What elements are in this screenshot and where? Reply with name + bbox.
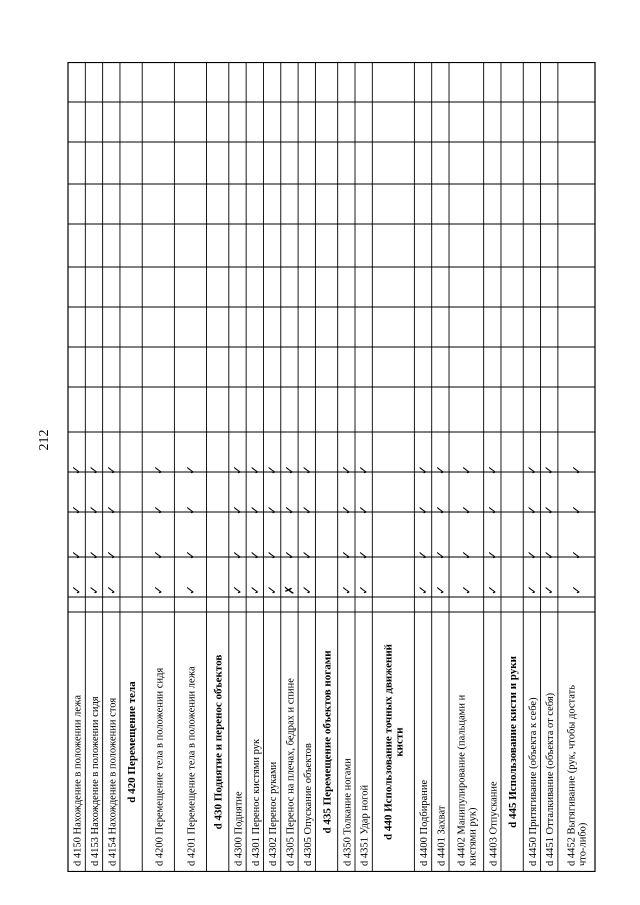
check-mark: ✓ — [104, 584, 119, 596]
table-row-label: d 4201 Перемещение тела в положении лежа — [186, 666, 198, 866]
check-mark: ✓ — [569, 464, 584, 476]
check-mark: ✓ — [416, 584, 431, 596]
rotated-table-scan — [64, 62, 599, 872]
check-mark: ✓ — [433, 549, 448, 561]
table-row-label: d 4403 Отпускание — [488, 781, 500, 866]
check-mark: ✓ — [86, 584, 101, 596]
check-mark: ✓ — [282, 549, 297, 561]
table-row-label: d 4150 Нахождение в положении лежа — [72, 695, 84, 866]
check-mark: ✓ — [569, 584, 584, 596]
table-row-label: d 4400 Подбирание — [419, 779, 431, 866]
check-mark: ✓ — [230, 464, 245, 476]
table-row-label: d 4301 Перенос кистями рук — [250, 738, 262, 866]
check-mark: ✓ — [282, 504, 297, 516]
section-heading: d 430 Поднятие и перенос объектов — [212, 654, 225, 830]
check-mark: ✓ — [86, 464, 101, 476]
check-mark: ✓ — [230, 549, 245, 561]
check-mark: ✓ — [356, 504, 371, 516]
section-heading: d 440 Использование точных движенийкисти — [382, 644, 406, 840]
check-mark: ✓ — [247, 464, 262, 476]
check-mark: ✓ — [86, 504, 101, 516]
check-mark: ✓ — [459, 584, 474, 596]
check-mark: ✓ — [265, 504, 280, 516]
table-row-label: d 4351 Удар ногой — [359, 784, 371, 866]
check-mark: ✓ — [247, 504, 262, 516]
table-row-label: d 4305 Опускание объектов — [302, 743, 314, 866]
table-row-label: d 4305 Перенос на плечах, бедрах и спине — [285, 678, 297, 866]
check-mark: ✓ — [104, 504, 119, 516]
check-mark: ✓ — [416, 549, 431, 561]
assessment-table — [64, 62, 599, 872]
check-mark: ✓ — [69, 584, 84, 596]
check-mark: ✓ — [459, 549, 474, 561]
table-row-label: d 4452 Вытягивание (рук, чтобы достатьчто-либо) — [566, 685, 589, 866]
check-mark: ✓ — [265, 549, 280, 561]
table-row-label: d 4200 Перемещение тела в положении сидя — [154, 667, 166, 866]
check-mark: ✓ — [86, 549, 101, 561]
check-mark: ✓ — [151, 584, 166, 596]
table-row-label: d 4302 Перенос руками — [268, 761, 280, 866]
check-mark: ✓ — [299, 504, 314, 516]
check-mark: ✓ — [339, 584, 354, 596]
check-mark: ✓ — [247, 549, 262, 561]
check-mark: ✓ — [183, 504, 198, 516]
check-mark: ✓ — [265, 464, 280, 476]
check-mark: ✓ — [459, 504, 474, 516]
check-mark: ✓ — [433, 504, 448, 516]
cross-mark: ✗ — [282, 584, 297, 596]
check-mark: ✓ — [265, 584, 280, 596]
table-row-label: d 4401 Захват — [436, 805, 448, 866]
check-mark: ✓ — [524, 504, 539, 516]
check-mark: ✓ — [69, 464, 84, 476]
check-mark: ✓ — [524, 584, 539, 596]
section-heading: d 435 Перемещение объектов ногами — [321, 650, 334, 834]
check-mark: ✓ — [542, 504, 557, 516]
check-mark: ✓ — [542, 464, 557, 476]
check-mark: ✓ — [416, 464, 431, 476]
check-mark: ✓ — [485, 549, 500, 561]
check-mark: ✓ — [339, 464, 354, 476]
check-mark: ✓ — [485, 464, 500, 476]
check-mark: ✓ — [356, 464, 371, 476]
check-mark: ✓ — [569, 549, 584, 561]
check-mark: ✓ — [230, 584, 245, 596]
page-number-text: 212 — [37, 429, 52, 451]
check-mark: ✓ — [183, 584, 198, 596]
check-mark: ✓ — [569, 504, 584, 516]
check-mark: ✓ — [339, 504, 354, 516]
table-row-label: d 4350 Толкание ногами — [342, 758, 354, 866]
check-mark: ✓ — [459, 464, 474, 476]
table-row-label: d 4153 Нахождение в положении сидя — [89, 696, 101, 866]
check-mark: ✓ — [299, 464, 314, 476]
check-mark: ✓ — [151, 549, 166, 561]
section-heading: d 445 Использование кисти и руки — [507, 656, 520, 828]
check-mark: ✓ — [542, 584, 557, 596]
check-mark: ✓ — [524, 464, 539, 476]
check-mark: ✓ — [485, 504, 500, 516]
check-mark: ✓ — [299, 549, 314, 561]
check-mark: ✓ — [104, 464, 119, 476]
check-mark: ✓ — [339, 549, 354, 561]
check-mark: ✓ — [542, 549, 557, 561]
section-heading: d 420 Перемещение тела — [126, 681, 139, 803]
check-mark: ✓ — [183, 549, 198, 561]
check-mark: ✓ — [485, 584, 500, 596]
table-row-label: d 4450 Притягивание (объекта к себе) — [527, 697, 539, 866]
check-mark: ✓ — [299, 584, 314, 596]
check-mark: ✓ — [524, 549, 539, 561]
check-mark: ✓ — [433, 464, 448, 476]
check-mark: ✓ — [69, 549, 84, 561]
check-mark: ✓ — [433, 584, 448, 596]
table-row-label: d 4402 Манипулирование (пальцами икистями рук) — [456, 694, 479, 866]
page-number — [38, 425, 52, 455]
check-mark: ✓ — [104, 549, 119, 561]
check-mark: ✓ — [247, 584, 262, 596]
table-row-label: d 4300 Поднятие — [233, 791, 245, 866]
table-row-label: d 4154 Нахождение в положении стоя — [107, 697, 119, 866]
check-mark: ✓ — [151, 504, 166, 516]
table-row-label: d 4451 Отталкивание (объекта от себя) — [545, 692, 557, 866]
check-mark: ✓ — [151, 464, 166, 476]
check-mark: ✓ — [183, 464, 198, 476]
check-mark: ✓ — [356, 549, 371, 561]
check-mark: ✓ — [230, 504, 245, 516]
check-mark: ✓ — [416, 504, 431, 516]
check-mark: ✓ — [282, 464, 297, 476]
check-mark: ✓ — [356, 584, 371, 596]
check-mark: ✓ — [69, 504, 84, 516]
